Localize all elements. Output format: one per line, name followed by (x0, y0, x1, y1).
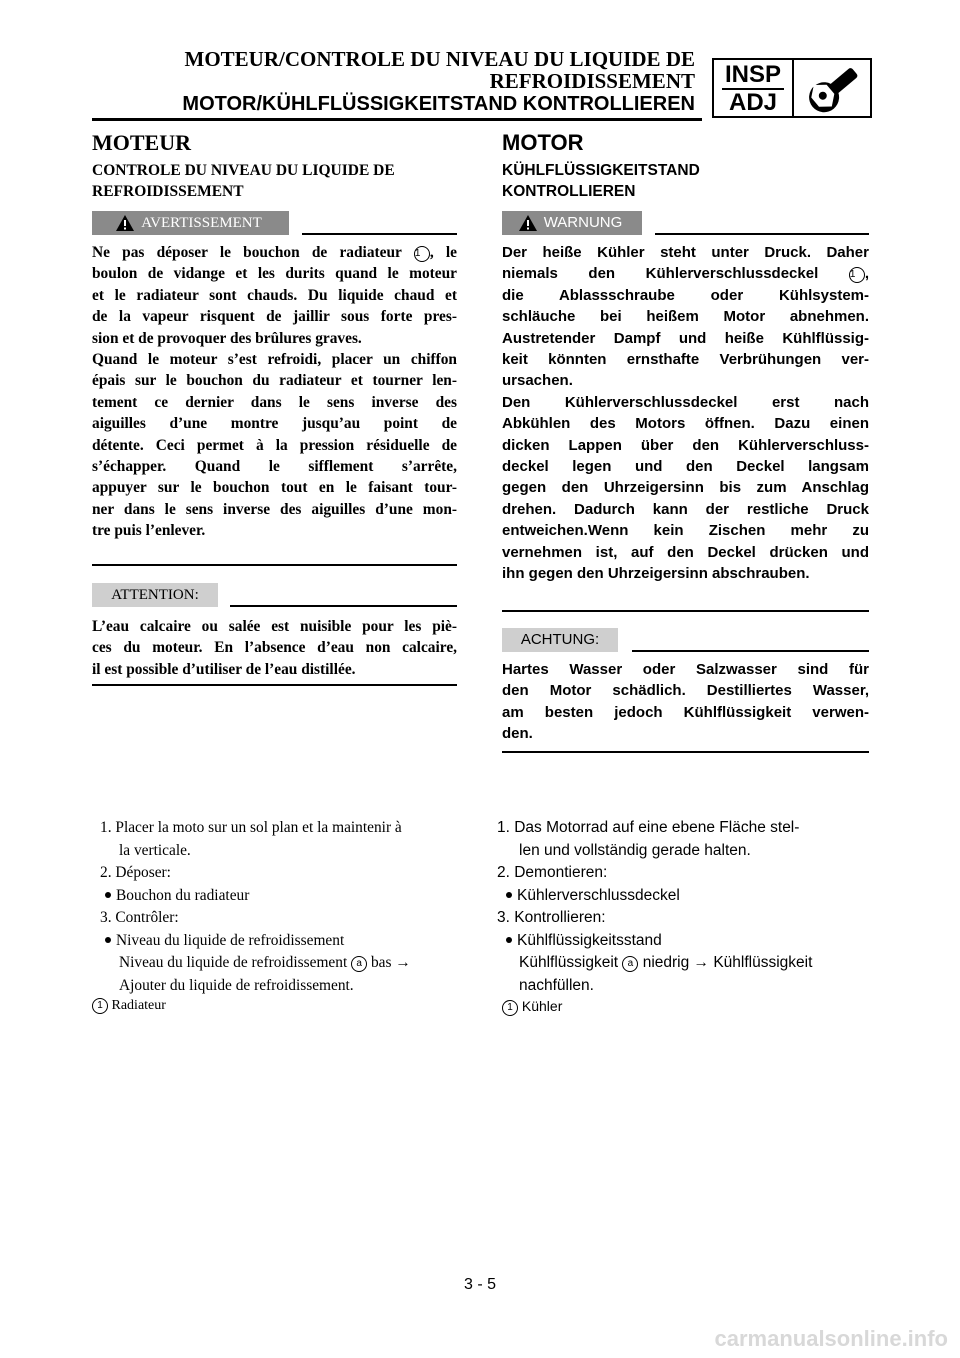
de-warning-body: Der heiße Kühler steht unter Druck. Daher niemals den Kühlerverschlussdeckel 1 , die Ablassschraube oder Kühlsystem- schläuche bei heißem Motor abnehmen. Austretender Dampf und heiße Kühlflüssig- keit könnten ernsthafte Verbrühungen ver- ursachen. Den Kühlerverschlussdeckel erst nach Abkühlen des Motors öffnen. Dazu einen dicken Lappen über den Kühlerverschluss- deckel legen und den Deckel langsam gegen den Uhrzeigersinn bis zum Anschlag drehen. Dadurch kann der restliche Druck entweichen.Wenn kein Zischen mehr zu vernehmen ist, auf den Deckel drücken und ihn gegen den Uhrzeigersinn abschrauben. (502, 244, 870, 583)
fr-attention-label: ATTENTION: (92, 583, 218, 607)
header-title-fr-line1: MOTEUR/CONTROLE DU NIVEAU DU LIQUIDE DE (184, 47, 695, 71)
de-warning-label (502, 211, 642, 235)
fr-step-3: 3. Contrôler: (100, 909, 179, 926)
header-rule (92, 118, 702, 121)
de-warning-rule-bottom (502, 610, 869, 612)
wrench-icon (794, 60, 870, 116)
ref-1-icon: 1 (502, 1000, 518, 1016)
bullet-icon (105, 892, 111, 898)
fr-caption: 1 Radiateur (92, 998, 166, 1014)
de-warning-text: WARNUNG (543, 214, 623, 231)
de-attention-label: ACHTUNG: (502, 628, 618, 652)
fr-steps: 1. Placer la moto sur un sol plan et la maintenir à la verticale. 2. Déposer: Bouchon du radiateur 3. Contrôler: Niveau du liquide de refroidissement Niveau du liquide de refroidissement a bas → Ajouter du liquide de refroidissement. (92, 817, 457, 997)
fr-warning-body: Ne pas déposer le bouchon de radiateur 1 , le boulon de vidange et les durits quand le moteur et le radiateur sont chauds. Du liquide chaud et de la vapeur risquent de jaillir sous forte pres- sion et de provoquer des brûlures graves. Quand le moteur s’est refroidi, placer un chiffon épais sur le bouchon du radiateur et tourner len- tement ce dernier dans le sens inverse des aiguilles d’une montre jusqu’au point de détente. Ceci permet à la pression résiduelle de s’échapper. Quand le sifflement s’arrête, appuyer sur le bouchon tout en le faisant tour- ner dans le sens inverse des aiguilles d’une mon- tre puis l’enlever. (92, 244, 457, 540)
fr-warning-rule-bottom (92, 564, 457, 566)
fr-attention-rule-top (230, 605, 457, 607)
watermark: carmanualsonline.info (714, 1326, 948, 1351)
fr-warning-label (92, 211, 289, 235)
section-badge (712, 58, 872, 118)
de-attention-rule-top (632, 650, 869, 652)
fr-subtitle (92, 160, 457, 202)
badge-top: INSP (724, 61, 781, 88)
de-step-1: 1. Das Motorrad auf eine ebene Fläche stel- (497, 819, 800, 836)
de-subtitle-line2: KONTROLLIEREN (502, 183, 636, 200)
fr-column (92, 130, 457, 156)
bullet-icon (506, 937, 512, 943)
fr-step-2: 2. Déposer: (100, 864, 171, 881)
fr-attention-body: L’eau calcaire ou salée est nuisible pour les piè- ces du moteur. En l’absence d’eau non calcaire, il est possible d’utiliser de l’eau distillée. (92, 618, 457, 678)
ref-a-icon: a (622, 956, 638, 972)
header-title-fr-line2: REFROIDISSEMENT (489, 69, 695, 93)
de-step-3: 3. Kontrollieren: (497, 909, 606, 926)
bullet-icon (506, 892, 512, 898)
ref-a-icon: a (351, 956, 367, 972)
fr-attention-rule-bottom (92, 684, 457, 686)
de-attention-body: Hartes Wasser oder Salzwasser sind für den Motor schädlich. Destilliertes Wasser, am besten jedoch Kühlflüssigkeit verwen- den. (502, 661, 869, 743)
page-number: 3 - 5 (463, 1276, 496, 1293)
fr-subtitle-line1: CONTROLE DU NIVEAU DU LIQUIDE DE (92, 162, 395, 179)
fr-step-1: 1. Placer la moto sur un sol plan et la maintenir à (100, 819, 402, 836)
fr-subtitle-line2: REFROIDISSEMENT (92, 183, 244, 200)
fr-section-title: MOTEUR (92, 130, 191, 155)
de-attention-rule-bottom (502, 751, 869, 753)
warning-icon (115, 214, 135, 232)
de-warning-rule-top (655, 233, 869, 235)
badge-bottom: ADJ (728, 89, 777, 116)
de-caption: 1 Kühler (502, 998, 562, 1016)
de-steps: 1. Das Motorrad auf eine ebene Fläche stel- len und vollständig gerade halten. 2. Demontieren: Kühlerverschlussdeckel 3. Kontrollieren: Kühlflüssigkeitsstand Kühlflüssigkeit a niedrig → Kühlflüssigkeit nachfüllen. (497, 817, 869, 997)
de-section-title: MOTOR (502, 130, 584, 155)
fr-warning-rule-top (302, 233, 457, 235)
fr-warning-text: AVERTISSEMENT (141, 215, 262, 231)
ref-1-icon: 1 (92, 998, 108, 1014)
warning-icon (518, 214, 538, 232)
de-subtitle-line1: KÜHLFLÜSSIGKEITSTAND (502, 162, 700, 179)
ref-1-icon: 1 (849, 267, 865, 283)
de-subtitle (502, 160, 869, 202)
badge-text (714, 60, 794, 116)
header-title-de: MOTOR/KÜHLFLÜSSIGKEITSTAND KONTROLLIEREN (182, 93, 695, 115)
bullet-icon (105, 937, 111, 943)
ref-1-icon: 1 (414, 246, 430, 262)
de-step-2: 2. Demontieren: (497, 864, 608, 881)
